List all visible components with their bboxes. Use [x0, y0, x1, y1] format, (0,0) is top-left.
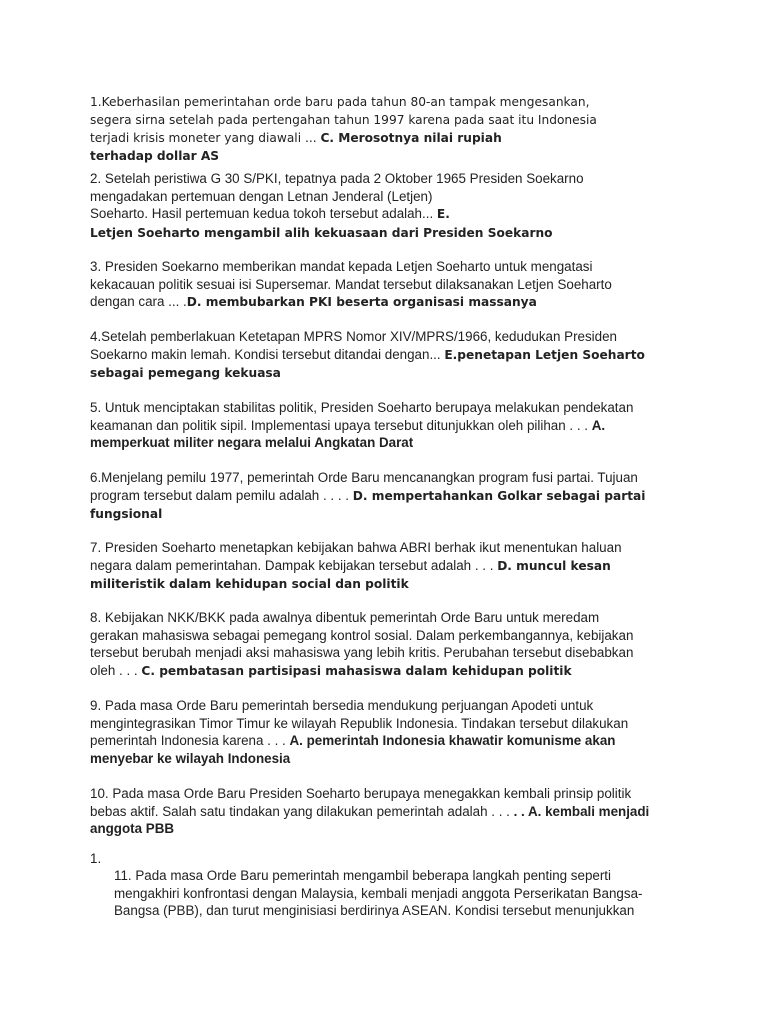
answer-text: anggota PBB	[90, 821, 175, 836]
question-text-line: 8. Kebijakan NKK/BKK pada awalnya dibentuk pemerintah Orde Baru untuk meredam	[90, 610, 600, 625]
question-4	[90, 328, 690, 383]
question-2	[90, 170, 690, 242]
answer-text: C. pembatasan partisipasi mahasiswa dalam kehidupan politik	[141, 663, 572, 678]
question-text-line: Bangsa (PBB), dan turut menginisiasi berdirinya ASEAN. Kondisi tersebut menunjukkan	[114, 903, 635, 918]
question-text-line: pemerintah Indonesia karena . . .	[90, 733, 286, 748]
question-text-line: program tersebut dalam pemilu adalah . . . .	[90, 487, 350, 503]
answer-text: . . A. kembali menjadi	[513, 803, 650, 819]
answer-text: menyebar ke wilayah Indonesia	[90, 750, 291, 766]
question-text-line: 2. Setelah peristiwa G 30 S/PKI, tepatnya pada 2 Oktober 1965 Presiden Soekarno	[90, 171, 584, 186]
question-text-line: Soeharto. Hasil pertemuan kedua tokoh tersebut adalah...	[90, 206, 434, 221]
question-text-line: oleh . . .	[90, 662, 138, 678]
answer-text: D. muncul kesan	[497, 558, 611, 573]
answer-text: E.	[436, 207, 450, 221]
question-text-line: mengakhiri konfrontasi dengan Malaysia, kembali menjadi anggota Perserikatan Bangsa-	[114, 885, 643, 901]
answer-text: D. membubarkan PKI beserta organisasi massanya	[186, 295, 537, 309]
answer-text: memperkuat militer negara melalui Angkatan Darat	[90, 435, 414, 450]
question-7	[90, 539, 690, 594]
answer-text: sebagai pemegang kekuasa	[90, 366, 281, 380]
question-text-line: kekacauan politik sesuai isi Supersemar. Mandat tersebut dilaksanakan Letjen Soeharto	[90, 276, 612, 292]
question-text-line: 5. Untuk menciptakan stabilitas politik, Presiden Soeharto berupaya melakukan pendekatan	[90, 400, 634, 415]
question-text-line: negara dalam pemerintahan. Dampak kebijakan tersebut adalah . . .	[90, 557, 494, 573]
question-text-line: terjadi krisis moneter yang diawali ...	[90, 131, 317, 145]
answer-text: C. Merosotnya nilai rupiah	[320, 131, 502, 145]
question-text-line: 3. Presiden Soekarno memberikan mandat kepada Letjen Soeharto untuk mengatasi	[90, 259, 593, 274]
answer-text: fungsional	[90, 507, 163, 521]
question-6	[90, 469, 690, 524]
answer-text: D. mempertahankan Golkar sebagai partai	[352, 488, 646, 503]
list-marker: 1.	[90, 851, 102, 866]
question-text-line: 10. Pada masa Orde Baru Presiden Soeharto berupaya menegakkan kembali prinsip politik	[90, 786, 632, 801]
question-11	[114, 867, 643, 920]
question-text-line: 7. Presiden Soeharto menetapkan kebijakan bahwa ABRI berhak ikut menentukan haluan	[90, 540, 622, 555]
question-10	[90, 785, 690, 838]
answer-text: A. pemerintah Indonesia khawatir komunisme akan	[289, 733, 616, 748]
question-text-line: 4.Setelah pemberlakuan Ketetapan MPRS Nomor XIV/MPRS/1966, kedudukan Presiden	[90, 329, 618, 344]
question-text-line: 9. Pada masa Orde Baru pemerintah bersedia mendukung perjuangan Apodeti untuk	[90, 698, 594, 713]
question-text-line: 11. Pada masa Orde Baru pemerintah mengambil beberapa langkah penting seperti	[114, 868, 612, 883]
question-text-line: mengadakan pertemuan dengan Letnan Jenderal (Letjen)	[90, 188, 433, 204]
question-8	[90, 609, 690, 680]
question-text-line: 6.Menjelang pemilu 1977, pemerintah Orde Baru mencanangkan program fusi partai. Tujuan	[90, 470, 638, 485]
question-text-line: gerakan mahasiswa sebagai pemegang kontrol sosial. Dalam perkembangannya, kebijakan	[90, 627, 634, 643]
answer-text: E.penetapan Letjen Soeharto	[444, 347, 645, 362]
question-text-line: tersebut berubah menjadi aksi mahasiswa yang lebih kritis. Perubahan tersebut disebabkan	[90, 645, 634, 660]
question-3	[90, 258, 690, 312]
answer-text: A.	[591, 417, 606, 433]
question-text-line: bebas aktif. Salah satu tindakan yang dilakukan pemerintah adalah . . .	[90, 803, 510, 819]
answer-text: Letjen Soeharto mengambil alih kekuasaan dari Presiden Soekarno	[90, 225, 553, 240]
question-text-line: 1.Keberhasilan pemerintahan orde baru pada tahun 80-an tampak mengesankan,	[90, 95, 590, 109]
question-text-line: dengan cara ... .	[90, 294, 187, 309]
question-text-line: mengintegrasikan Timor Timur ke wilayah Republik Indonesia. Tindakan tersebut dilakukan	[90, 715, 629, 731]
question-9	[90, 697, 690, 767]
question-5	[90, 399, 690, 452]
question-text-line: keamanan dan politik sipil. Implementasi upaya tersebut ditunjukkan oleh pilihan . . .	[90, 417, 588, 433]
question-text-line: Soekarno makin lemah. Kondisi tersebut ditandai dengan...	[90, 346, 441, 362]
answer-text: militeristik dalam kehidupan social dan politik	[90, 577, 409, 591]
answer-text: terhadap dollar AS	[90, 149, 220, 163]
question-text-line: segera sirna setelah pada pertengahan tahun 1997 karena pada saat itu Indonesia	[90, 113, 597, 127]
question-1	[90, 93, 690, 165]
